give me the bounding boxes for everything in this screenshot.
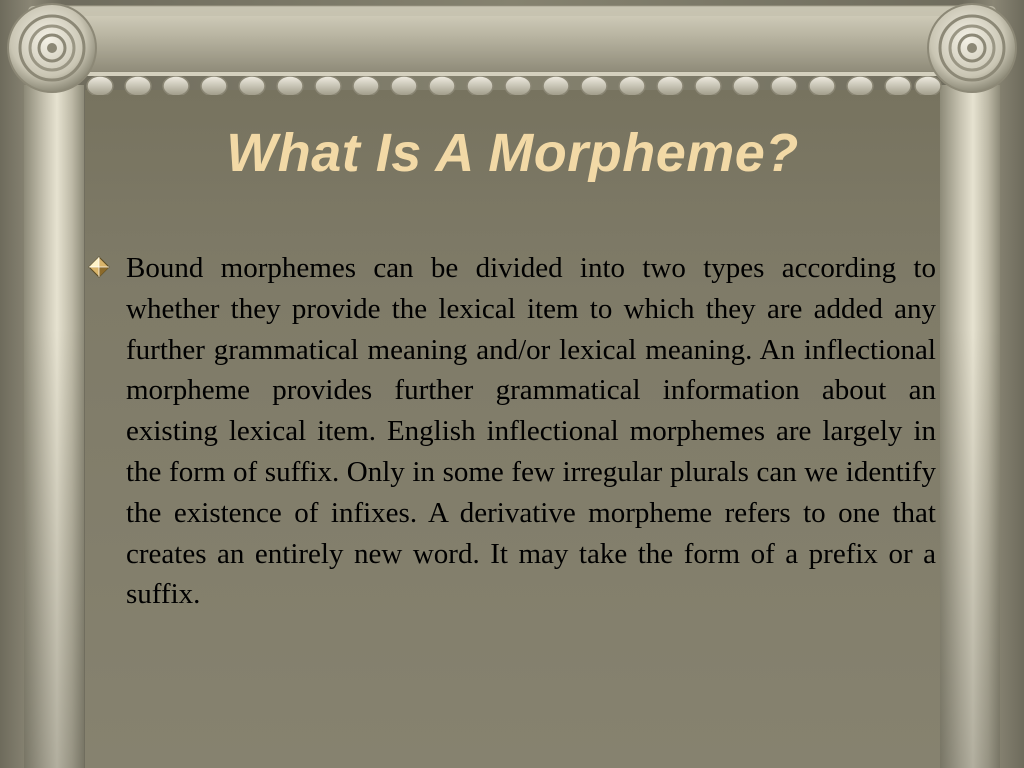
slide-title: What Is A Morpheme? [226,123,799,183]
column-capital-decoration [0,0,1024,95]
right-volute-icon [928,4,1016,92]
left-column-shaft [24,85,84,768]
right-column-shaft [940,85,1000,768]
bullet-item [88,248,938,615]
left-volute-icon [8,4,96,92]
slide-body [88,248,938,615]
bead-row [87,76,941,95]
bullet-text: Bound morphemes can be divided into two types according to whether they provide the lexical item to which they are added any further grammatical meaning and/or lexical meaning. An inflectional morpheme provides further grammatical information about an existing lexical item. English inflectional morphemes are largely in the form of suffix. Only in some few irregular plurals can we identify the existence of infixes. A derivative morpheme refers to one that creates an entirely new word. It may take the form of a prefix or a suffix. [126,252,936,611]
diamond-bullet-icon [88,256,110,278]
